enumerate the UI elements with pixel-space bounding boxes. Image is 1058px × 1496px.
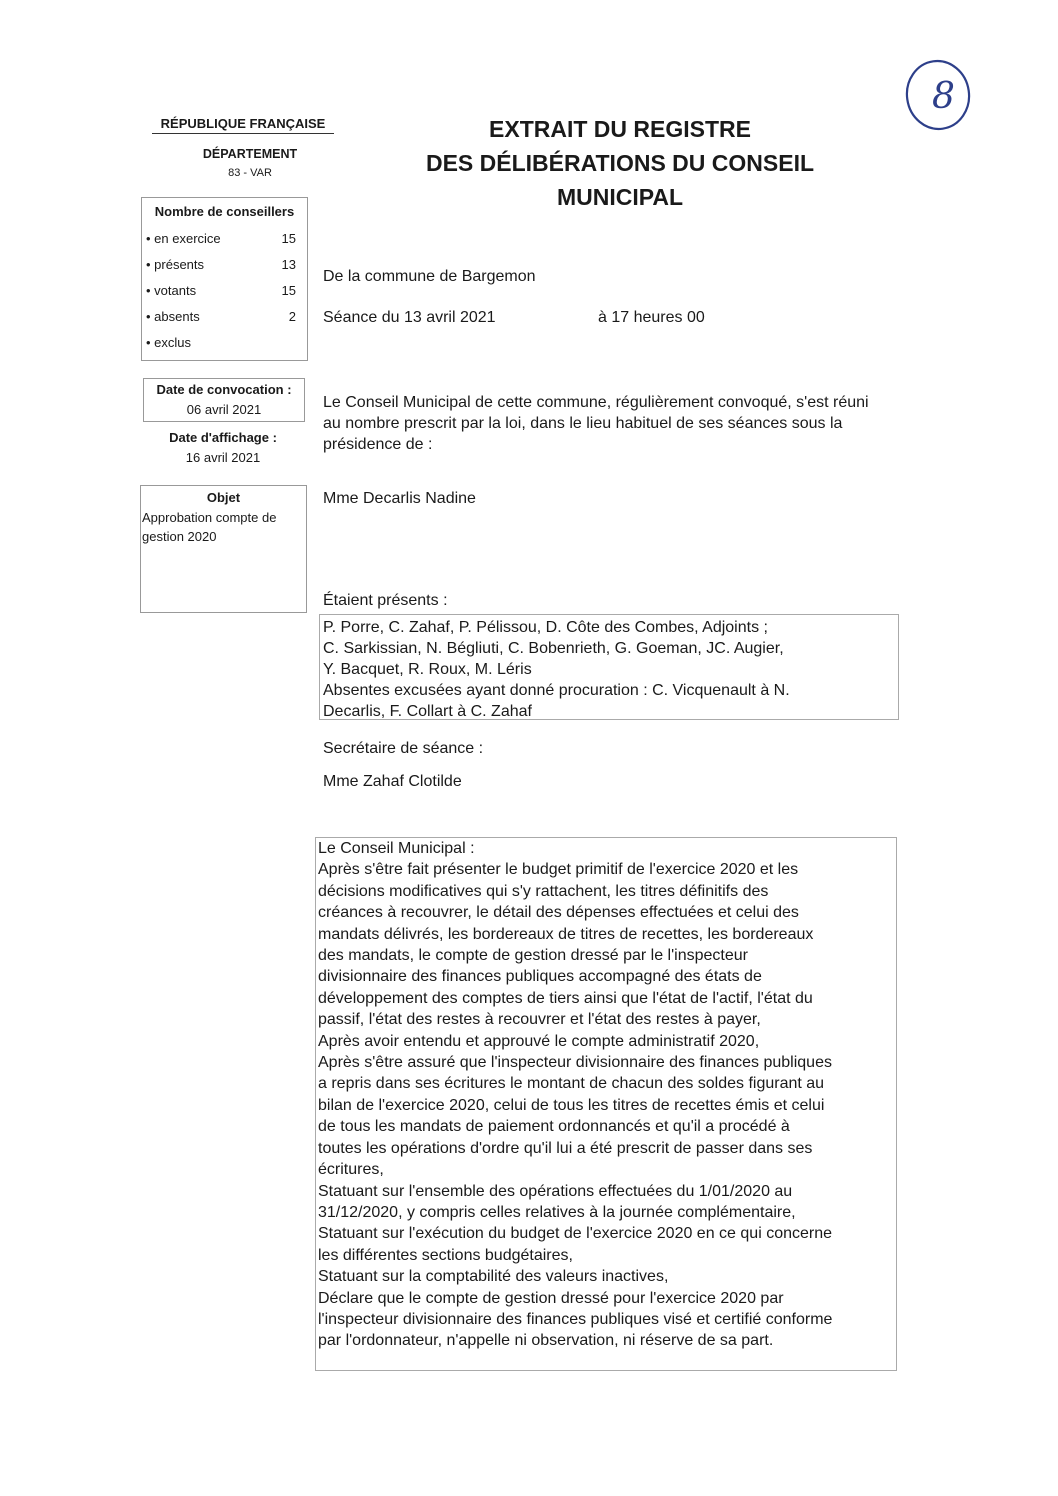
deliberation-line: 31/12/2020, y compris celles relatives à la journée complémentaire, — [318, 1203, 796, 1221]
affichage-label: Date d'affichage : — [169, 430, 277, 445]
objet-box — [140, 485, 307, 613]
presents-box — [319, 614, 899, 720]
convocation-box — [143, 378, 305, 422]
department-label: DÉPARTEMENT — [202, 147, 298, 161]
count-row — [146, 231, 296, 246]
count-label: • exclus — [146, 335, 192, 350]
deliberation-line: écritures, — [318, 1161, 384, 1179]
seance-time: à 17 heures 00 — [598, 309, 705, 326]
deliberation-line: Après s'être assuré que l'inspecteur divisionnaire des finances publiques — [318, 1054, 832, 1072]
handwritten-page-number — [902, 56, 974, 134]
count-row — [146, 309, 296, 324]
deliberation-line: créances à recouvrer, le détail des dépenses effectuées et celui des — [318, 904, 799, 922]
title-line-1: EXTRAIT DU REGISTRE — [489, 116, 751, 142]
councillor-count-box — [141, 197, 308, 361]
count-value: 13 — [281, 257, 296, 272]
count-row — [146, 257, 296, 272]
deliberation-line: des mandats, le compte de gestion dressé par le l'inspecteur — [318, 947, 748, 965]
deliberation-line: bilan de l'exercice 2020, celui de tous les titres de recettes émis et celui — [318, 1096, 825, 1114]
deliberation-line: Statuant sur la comptabilité des valeurs inactives, — [318, 1268, 669, 1286]
count-value: 15 — [281, 283, 296, 298]
deliberation-line: les différentes sections budgétaires, — [318, 1246, 573, 1264]
count-label: • absents — [146, 309, 200, 324]
presents-line: Absentes excusées ayant donné procuration : C. Vicquenault à N. — [323, 682, 790, 699]
count-label: • présents — [146, 257, 205, 272]
affichage-date: 16 avril 2021 — [185, 450, 261, 465]
affichage-block — [143, 430, 303, 465]
title-line-2: DES DÉLIBÉRATIONS DU CONSEIL — [425, 150, 815, 176]
republique-francaise: RÉPUBLIQUE FRANÇAISE — [152, 116, 334, 134]
deliberation-line: divisionnaire des finances publiques accompagné des états de — [318, 968, 762, 986]
secretaire-label: Secrétaire de séance : — [323, 740, 484, 757]
count-label: • votants — [146, 283, 197, 298]
deliberation-line: de tous les mandats de paiement ordonnancés et qu'il a procédé à — [318, 1118, 790, 1136]
deliberation-box — [315, 837, 897, 1371]
councillor-count-title: Nombre de conseillers — [154, 204, 295, 219]
deliberation-line: Déclare que le compte de gestion dressé pour l'exercice 2020 par — [318, 1289, 784, 1307]
deliberation-line: Statuant sur l'ensemble des opérations effectuées du 1/01/2020 au — [318, 1182, 793, 1200]
convocation-date: 06 avril 2021 — [186, 402, 262, 417]
deliberation-line: passif, l'état des restes à recouvrer et l'état des restes à payer, — [318, 1011, 761, 1029]
presents-line: P. Porre, C. Zahaf, P. Pélissou, D. Côte des Combes, Adjoints ; — [323, 619, 768, 636]
presents-line: Decarlis, F. Collart à C. Zahaf — [323, 703, 532, 720]
deliberation-line: décisions modificatives qui s'y rattachent, les titres définitifs des — [318, 882, 769, 900]
count-row — [146, 335, 296, 350]
deliberation-line: Le Conseil Municipal : — [318, 840, 475, 857]
intro-paragraph: Le Conseil Municipal de cette commune, régulièrement convoqué, s'est réuni au nombre prescrit par la loi, dans le lieu habituel de ses séances sous la présidence de : — [323, 394, 869, 453]
deliberation-line: toutes les opérations d'ordre qu'il lui a été prescrit de passer dans ses — [318, 1139, 813, 1157]
deliberation-line: par l'ordonnateur, n'appelle ni observation, ni réserve de sa part. — [318, 1332, 774, 1350]
deliberation-line: mandats délivrés, les bordereaux de titres de recettes, les bordereaux — [318, 925, 814, 943]
convocation-label: Date de convocation : — [156, 382, 292, 397]
objet-label: Objet — [206, 490, 241, 505]
deliberation-line: l'inspecteur divisionnaire des finances publiques visé et certifié conforme — [318, 1310, 833, 1328]
count-value: 15 — [281, 231, 296, 246]
deliberation-line: Statuant sur l'exécution du budget de l'exercice 2020 en ce qui concerne — [318, 1225, 833, 1243]
president-name: Mme Decarlis Nadine — [323, 490, 476, 507]
seance-date: Séance du 13 avril 2021 — [323, 309, 496, 326]
secretaire-name: Mme Zahaf Clotilde — [323, 773, 462, 790]
deliberation-line: Après avoir entendu et approuvé le compte administratif 2020, — [318, 1032, 760, 1050]
deliberation-line: développement des comptes de tiers ainsi que l'état de l'actif, l'état du — [318, 989, 813, 1007]
deliberation-line: Après s'être fait présenter le budget primitif de l'exercice 2020 et les — [318, 861, 799, 879]
commune-line: De la commune de Bargemon — [323, 268, 536, 285]
count-value: 2 — [288, 309, 296, 324]
presents-line: Y. Bacquet, R. Roux, M. Léris — [323, 661, 532, 678]
objet-text: Approbation compte de gestion 2020 — [142, 510, 277, 544]
stamp-number: 8 — [932, 76, 955, 117]
count-row — [146, 283, 296, 298]
count-label: • en exercice — [146, 231, 221, 246]
presents-label: Étaient présents : — [323, 592, 448, 609]
deliberation-line: a repris dans ses écritures le montant de chacun des soldes figurant au — [318, 1075, 825, 1093]
presents-line: C. Sarkissian, N. Bégliuti, C. Bobenrieth, G. Goeman, JC. Augier, — [323, 640, 784, 657]
document-title — [400, 112, 840, 214]
title-line-3: MUNICIPAL — [556, 184, 684, 210]
department-value: 83 - VAR — [228, 167, 272, 179]
